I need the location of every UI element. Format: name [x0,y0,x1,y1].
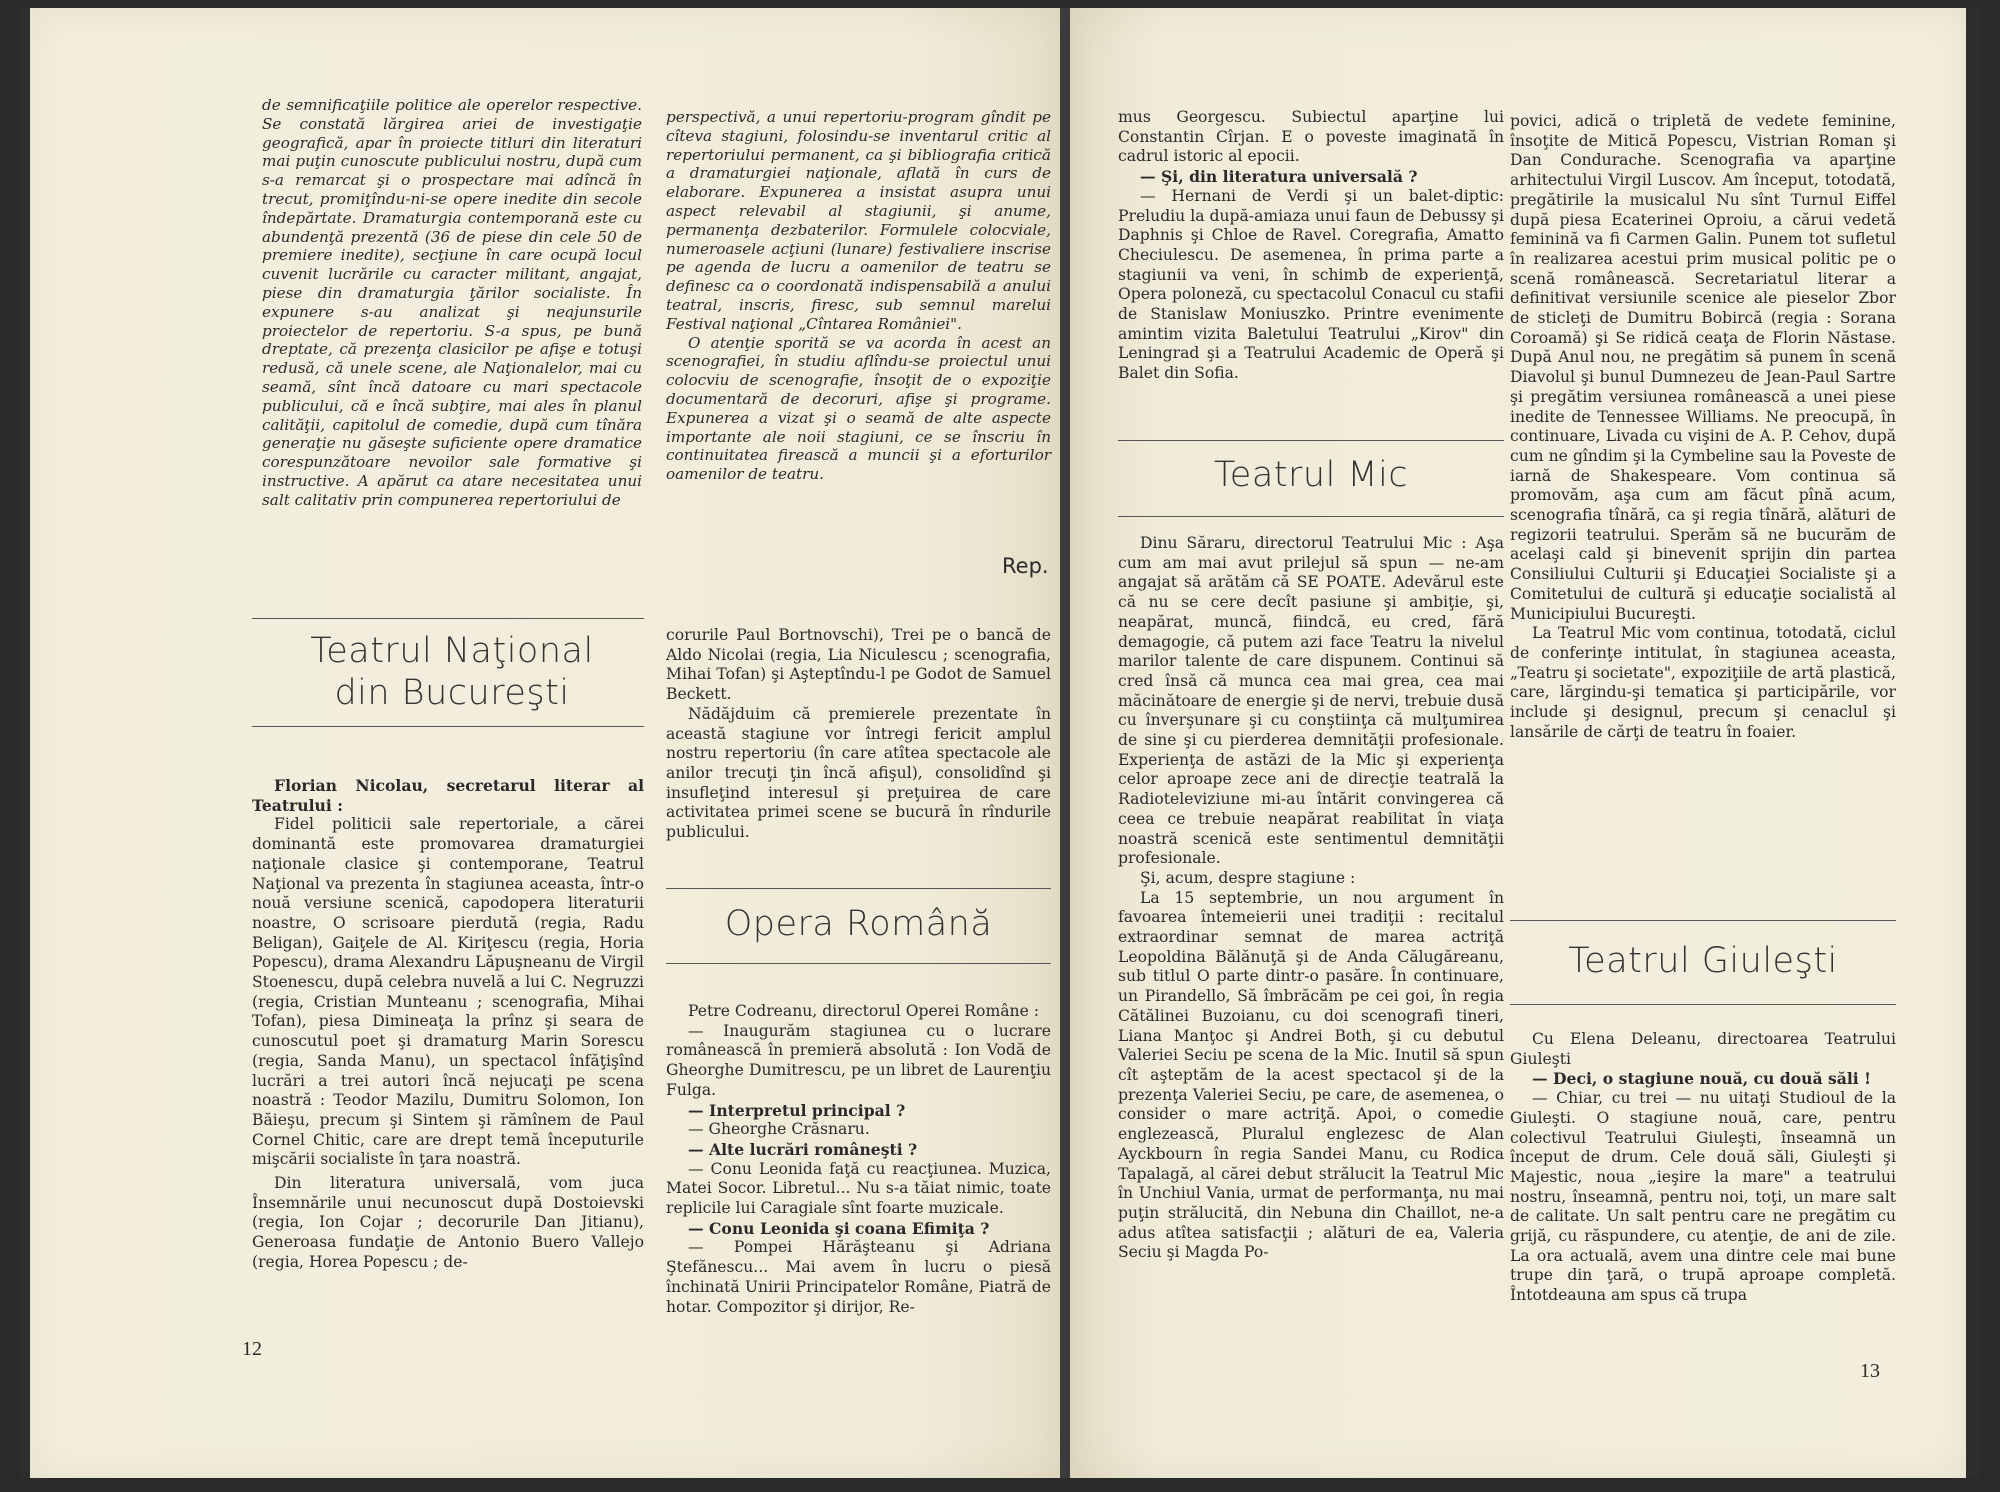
opera-text-1: — Inaugurăm stagiunea cu o lucrare românească în premieră absolută : Ion Vodă de Gheorghe Dumitrescu, pe un libret de Laurenţiu Fulga. [666,1021,1051,1099]
mic-rule-bottom [1118,516,1504,517]
giulesti-section [1510,1030,1896,1306]
opera-text-7: — Pompei Hărăşteanu şi Adriana Ştefănescu... Mai avem în lucru o piesă închinată Unirii Principatelor Române, Piatră de hotar. Compozitor şi dirijor, Re- [666,1238,1051,1316]
opera-text-6: — Conu Leonida şi coana Efimiţa ? [688,1218,990,1238]
mic-text-1: Dinu Săraru, directorul Teatrului Mic : Aşa cum am mai avut prilejul să spun — ne-am angajat să arătăm că SE POATE. Adevărul este că nu se cere decît pasiune şi ambiţie, şi, neapărat, muncă, fiindcă, eu cred, fără demagogie, că putem azi face Teatru la nivelul marilor talente de care dispunem. Continui să cred însă că munca cea mai grea, cea mai măcinătoare de energie şi de nervi, trebuie dusă cu înverşunare şi cu conştiinţa că mulţumirea de sine şi cu pierderea demnităţii profesionale. Experienţa de astăzi de la Mic şi experienţa celor aproape zece ani de direcţie teatrală la Radioteleviziune mi-au întărit convingerea că ceea ce trebuie neapărat reabilitat în viaţa noastră scenică este sentimentul demnităţii profesionale. [1118,534,1504,868]
heading-teatrul-national: Teatrul Naţional din Bucureşti [310,631,594,713]
mic-section [1118,534,1504,1263]
heading-teatrul-mic: Teatrul Mic [1213,455,1409,495]
opera-text-4: — Alte lucrări româneşti ? [688,1139,918,1159]
national-continued-text: corurile Paul Bortnovschi), Trei pe o bancă de Aldo Nicolai (regia, Lia Niculescu ; scenografia, Mihai Tofan) şi Aşteptîndu-l pe Godot de Samuel Beckett. [666,626,1051,704]
left-page [30,8,1060,1478]
mic-text-3: La 15 septembrie, un nou argument în favoarea întemeierii unei tradiţii : recitalul extraordinar semnat de marea actriţă Leopoldina Bălănuţă şi de Anda Călugăreanu, sub titlul O parte dintr-o pasăre. În continuare, un Pirandello, Să îmbrăcăm pe cei goi, în regia Cătălinei Buzoianu, cu doi scenografi tineri, Liana Manţoc şi Andrei Both, şi cu debutul Valeriei Seciu pe scena de la Mic. Inutil să spun cît aşteptăm de la acest spectacol şi de la prezenţa Valeriei Seciu, pe care, de asemenea, o consider o mare actriţă. Apoi, o comedie englezească, Pluralul englezesc de Alan Ayckbourn în regia Sandei Manu, cu Rodica Tapalagă, al cărei debut strălucit la Teatrul Mic în Unchiul Vania, urmat de performanţa, nu mai puţin strălucită, din Nebuna din Chaillot, ne-a adus atîtea satisfacţii ; alături de ea, Valeria Seciu şi Magda Po- [1118,888,1504,1262]
signature: Rep. [1002,554,1049,578]
national-section [252,776,644,1273]
opera-text-2: — Interpretul principal ? [688,1100,906,1120]
national-intro: Florian Nicolau, secretarul literar al Teatrului : [252,776,644,815]
book-gutter [1060,8,1070,1478]
left-col1-intro [262,96,642,510]
national-rule-top [252,618,644,619]
opera-text-3: — Gheorghe Crăsnaru. [688,1120,870,1139]
national-text-2: Din literatura universală, vom juca Însemnările unui necunoscut după Dostoievski (regia, Ion Cojar ; decorurile Dan Jitianu), Generoasa fundaţie de Antonio Buero Vallejo (regia, Horea Popescu ; de- [252,1174,644,1271]
mic-rule-top [1118,440,1504,441]
left-col2-intro-text: perspectivă, a unui repertoriu-program gîndit pe cîteva stagiuni, folosindu-se inventarul critic al repertoriului permanent, ca şi bibliografia critică a dramaturgiei naţionale, aflată în curs de elaborare. Expunerea a insistat asupra unui aspect relevabil al stagiunii, şi anume, permanenţa dezbaterilor. Formulele colocviale, numeroasele acţiuni (lunare) festivaliere inscrise pe agenda de lucru a oamenilor de teatru se definesc ca o coordonată indispensabilă a anului teatral, inscris, firesc, sub semnul marelui Festival naţional „Cîntarea României". [666,108,1051,333]
opera-rule-bottom [666,963,1051,964]
right-col2-intro-text-2: La Teatrul Mic vom continua, totodată, ciclul de conferinţe intitulat, în stagiunea aceasta, „Teatru şi societate", expoziţiile de artă plastică, care, lărgindu-şi tematica şi participările, vor include şi designul, precum şi cenaclul şi lansările de cărţi de teatru în foaier. [1510,624,1896,741]
right-col1-intro-text-3: — Hernani de Verdi şi un balet-diptic: Preludiu la după-amiaza unui faun de Debussy şi Daphnis şi Chloe de Ravel. Coregrafia, Amatto Checiulescu. De asemenea, în prima parte a stagiunii va veni, în schimb de experienţă, Opera poloneză, cu spectacolul Conacul cu stafii de Stanislaw Moniuszko. Printre evenimente amintim vizita Baletului Teatrului „Kirov" din Leningrad şi a Teatrului Academic de Operă şi Balet din Sofia. [1118,186,1504,383]
right-col2-intro-text: povici, adică o tripletă de vedete feminine, însoţite de Mitică Popescu, Vistrian Roman şi Dan Condurache. Scenografia va aparţine arhitectului Virgil Luscov. Am început, totodată, pregătirile la musicalul Nu sînt Turnul Eiffel după piesa Ecaterinei Oproiu, a cărui vedetă feminină va fi Carmen Galin. Punem tot sufletul în realizarea acestui prim musical politic pe o scenă românească. Secretariatul literar a definitivat versiunile scenice ale pieselor Zbor de sticleţi de Dumitru Bobircă (regia : Sorana Coroamă) şi Se ridică ceaţa de Florin Năstase. După Anul nou, ne pregătim să punem în scenă Diavolul şi bunul Dumnezeu de Jean-Paul Sartre şi pregătim versiunea românească a unei piese inedite de Tennessee Williams. Ne preocupă, în continuare, Livada cu vişini de A. P. Cehov, după cum ne gîndim şi la Cymbeline sau la Poveste de iarnă de Shakespeare. Vom continua să promovăm, aşa cum am făcut pînă acum, scenografia tînără, ca şi regia tînără, alături de regizorii teatrului. Sperăm să ne bucurăm de acelaşi cald şi binevenit sprijin din partea Consiliului Culturii şi Educaţiei Socialiste şi a Comitetului de cultură şi educaţie socialistă al Municipiului Bucureşti. [1510,112,1896,623]
national-text-1: Fidel politicii sale repertoriale, a cărei dominantă este promovarea dramaturgiei naţionale clasice şi contemporane, Teatrul Naţional va prezenta în stagiunea aceasta, într-o nouă versiune scenică, capodopera literaturii noastre, O scrisoare pierdută (regia, Radu Beligan), Gaiţele de Al. Kiriţescu (regia, Horia Popescu), drama Alexandru Lăpuşneanu de Virgil Stoenescu, după celebra nuvelă a lui C. Negruzzi (regia, Cristian Munteanu ; scenografia, Mihai Tofan), piesa Dimineaţa la prînz şi seara de cunoscutul poet şi dramaturg Marin Sorescu (regia, Sanda Manu), un spectacol înfăţişînd lucrări a trei autori încă nejucaţi pe scena noastră : Teodor Mazilu, Dumitru Solomon, Ion Băieşu, precum şi Sintem şi rămînem de Paul Cornel Chitic, care are drept temă începuturile mişcării socialiste în ţara noastră. [252,815,644,1169]
left-col1-intro-text: de semnificaţiile politice ale operelor respective. Se constată lărgirea ariei de investigaţie geografică, apar în proiecte titluri din literaturi mai puţin cunoscute publicului nostru, după cum s-a remarcat şi o prospectare mai adîncă în trecut, promiţîndu-ni-se opere inedite din secole îndepărtate. Dramaturgia contemporană este cu abundenţă prezentă (36 de piese din cele 50 de premiere inedite), secţiune în care ocupă locul cuvenit lucrările cu caracter militant, angajat, piese din dramaturgia ţărilor socialiste. În expunere s-au analizat şi neajunsurile proiectelor de repertoriu. S-a spus, pe bună dreptate, că prezenţa clasicilor pe afişe e totuşi redusă, că unele scene, ale Naţionalelor, mai cu seamă, sînt încă datoare cu mari spectacole publicului, că e încă subţire, mai ales în planul calităţii, capitolul de comedie, după cum tînăra generaţie nu găseşte suficiente opere dramatice corespunzătoare nevoilor sale formative şi instructive. A apărut ca atare necesitatea unui salt calitativ prin compunerea repertoriului de [262,96,642,509]
opera-intro: Petre Codreanu, directorul Operei Române : [688,1002,1040,1020]
right-col1-intro-text: mus Georgescu. Subiectul aparţine lui Constantin Cîrjan. E o poveste imaginată în cadrul istoric al epocii. [1118,108,1504,166]
giulesti-text-1: — Deci, o stagiune nouă, cu două săli ! [1532,1069,1871,1089]
opera-section [666,1002,1051,1317]
giulesti-rule-bottom [1510,1004,1896,1005]
giulesti-rule-top [1510,920,1896,921]
book-spread [20,8,1980,1478]
national-continued [666,626,1051,843]
right-col1-intro [1118,108,1504,384]
page-number-left: 12 [242,1338,262,1360]
right-col2-intro [1510,112,1896,743]
right-col1-intro-text-2: — Şi, din literatura universală ? [1140,167,1418,187]
opera-text-5: — Conu Leonida faţă cu reacţiunea. Muzica, Matei Socor. Libretul... Nu s-a tăiat nimic, toate replicile lui Caragiale sînt foarte muzicale. [666,1159,1051,1218]
national-continued-text-2: Nădăjduim că premierele prezentate în această stagiune vor întregi fericit amplul nostru repertoriu (în care atîtea spectacole ale anilor trecuţi ţin încă afişul), consolidînd şi insufleţind interesul şi preţuirea de care activitatea primei scene se bucură în rîndurile publicului. [666,704,1051,842]
right-page [1070,8,1966,1478]
page-number-right: 13 [1860,1360,1880,1382]
giulesti-text-2: — Chiar, cu trei — nu uitaţi Studioul de la Giuleşti. O stagiune nouă, care, pentru colectivul Teatrului Giuleşti, înseamnă un început de drum. Cele două săli, Giuleşti şi Majestic, noua „ieşire la mare" a teatrului nostru, înseamnă, pentru noi, toţi, un mare salt de calitate. Un salt pentru care ne pregătim cu grijă, cu răspundere, cu atenţie, de ani de zile. La ora actuală, avem una dintre cele mai bune trupe din ţară, o trupă aproape completă. Întotdeauna am spus că trupa [1510,1089,1896,1305]
national-rule-bottom [252,726,644,727]
heading-teatrul-giulesti: Teatrul Giuleşti [1568,941,1838,981]
giulesti-intro: Cu Elena Deleanu, directoarea Teatrului Giuleşti [1510,1030,1896,1068]
left-col2-intro [666,108,1051,484]
mic-text-2: Şi, acum, despre stagiune : [1140,868,1356,887]
opera-rule-top [666,888,1051,889]
heading-opera-romana: Opera Română [724,904,993,944]
left-col2-intro-text-2: O atenţie sporită se va acorda în acest an scenografiei, în studiu aflîndu-se proiectul unui colocviu de scenografie, însoţit de o expoziţie documentară de decoruri, afişe şi programe. Expunerea a vizat şi o seamă de alte aspecte importante ale noii stagiuni, ce se înscriu în continuitatea firească a muncii şi a eforturilor oamenilor de teatru. [666,333,1051,484]
